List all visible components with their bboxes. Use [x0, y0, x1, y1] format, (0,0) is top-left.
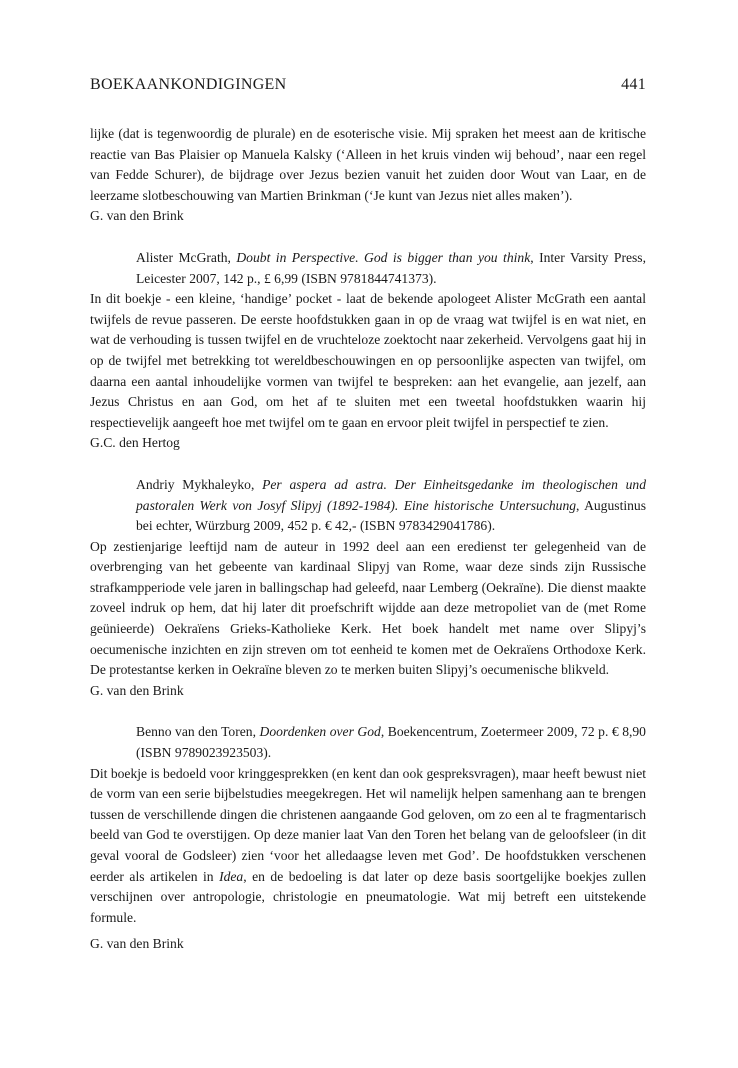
- citation-author: Benno van den Toren,: [136, 724, 260, 740]
- journal-title: Idea: [219, 868, 244, 884]
- citation-publication: , Inter Varsity Press, Leicester 2007, 142 p., £ 6,99 (ISBN 9781844741373).: [136, 249, 646, 286]
- intro-paragraph: lijke (dat is tegenwoordig de plurale) en de esoterische visie. Mij spraken het meest aan de kritische reactie van Bas Plaisier op Manuela Kalsky (‘Alleen in het kruis vinden wij behoud’, naar een regel van Fedde Schurer), de bijdrage over Jezus bezien vanuit het zuiden door Wout van Laar, en de leerzame slotbeschouwing van Martien Brinkman (‘Je kunt van Jezus niet alles maken’).: [90, 126, 646, 203]
- review-citation: [90, 722, 646, 763]
- page-number: 441: [621, 76, 646, 93]
- intro-signature: G. van den Brink: [90, 208, 184, 224]
- running-header: [90, 76, 646, 94]
- review-citation: [90, 248, 646, 289]
- review-body-part: , en de bedoeling is dat later op deze basis soortgelijke boekjes zullen verschijnen over antropologie, christologie en pneumatologie. Wat mij betreft een uitstekende formule.: [90, 868, 646, 925]
- review-signature: G. van den Brink: [90, 936, 184, 952]
- review-mcgrath: [90, 248, 646, 454]
- intro-section: [90, 124, 646, 227]
- review-signature: G.C. den Hertog: [90, 435, 180, 451]
- review-body: In dit boekje - een kleine, ‘handige’ pocket - laat de bekende apologeet Alister McGrath een aantal twijfels de revue passeren. De eerste hoofdstukken gaan in op de vraag wat twijfel is en wat niet, en wat de verhouding is tussen twijfel en de vruchteloze zoektocht naar zekerheid. Vervolgens gaat hij in op de twijfel met betrekking tot wereldbeschouwingen en op persoonlijke aspecten van twijfel, om daarna een aantal inhoudelijke vormen van twijfel te bespreken: aan het evangelie, aan jezelf, aan Jezus Christus en aan God, om het af te sluiten met een tweetal hoofdstukken waarin hij respectievelijk aangeeft hoe met twijfel om te gaan en ervoor pleit twijfel in perspectief te zien.: [90, 291, 646, 430]
- review-mykhaleyko: [90, 475, 646, 702]
- citation-author: Andriy Mykhaleyko,: [136, 476, 263, 492]
- citation-publication: , Augustinus bei echter, Würzburg 2009, 452 p. € 42,- (ISBN 9783429041786).: [136, 497, 647, 534]
- section-title: BOEKAANKONDIGINGEN: [90, 76, 287, 93]
- review-van-den-toren: [90, 722, 646, 955]
- citation-title: Per aspera ad astra. Der Einheitsgedanke im theologischen und pastoralen Werk von Josyf Slipyj (1892-1984). Eine historische Untersuchung: [136, 476, 646, 513]
- citation-publication: , Boekencentrum, Zoetermeer 2009, 72 p. € 8,90 (ISBN 9789023923503).: [136, 724, 646, 761]
- citation-title: Doubt in Perspective. God is bigger than you think: [236, 249, 531, 265]
- review-body: Op zestienjarige leeftijd nam de auteur in 1992 deel aan een eredienst ter gelegenheid van de overbrenging van het gebeente van kardinaal Slipyj van Rome, waar deze sinds zijn Russische strafkampperiode vele jaren in ballingschap had geleefd, naar Lemberg (Oekraïne). Die dienst maakte zoveel indruk op hem, dat hij later dit proefschrift wijdde aan deze metropoliet van de (met Rome geünieerde) Oekraïens Grieks-Katholieke Kerk. Het boek handelt met name over Slipyj’s oecumenische inzichten en zijn streven om tot eenheid te komen met de Oekraïens Orthodoxe Kerk. De protestantse kerken in Oekraïne bleven zo te merken buiten Slipyj’s oecumenische blikveld.: [90, 538, 646, 678]
- review-citation: [90, 475, 646, 537]
- citation-author: Alister McGrath,: [136, 249, 237, 265]
- review-body-part: Dit boekje is bedoeld voor kringgesprekken (en kent dan ook gespreksvragen), maar heeft bewust niet de vorm van een serie bijbelstudies meegekregen. Het wil namelijk helpen samenhang aan te brengen tussen de verschillende dingen die christenen aangaande God geloven, om zo een al te fragmentarisch beeld van God te overstijgen. Op deze manier laat Van den Toren het belang van de geloofsleer (in dit geval vooral de Godsleer) zien ‘voor het alledaagse leven met God’. De hoofdstukken verschenen eerder als artikelen in: [90, 765, 646, 884]
- page-body: [90, 124, 646, 955]
- citation-title: Doordenken over God: [259, 724, 381, 740]
- review-body: [90, 764, 646, 929]
- review-signature: G. van den Brink: [90, 682, 184, 698]
